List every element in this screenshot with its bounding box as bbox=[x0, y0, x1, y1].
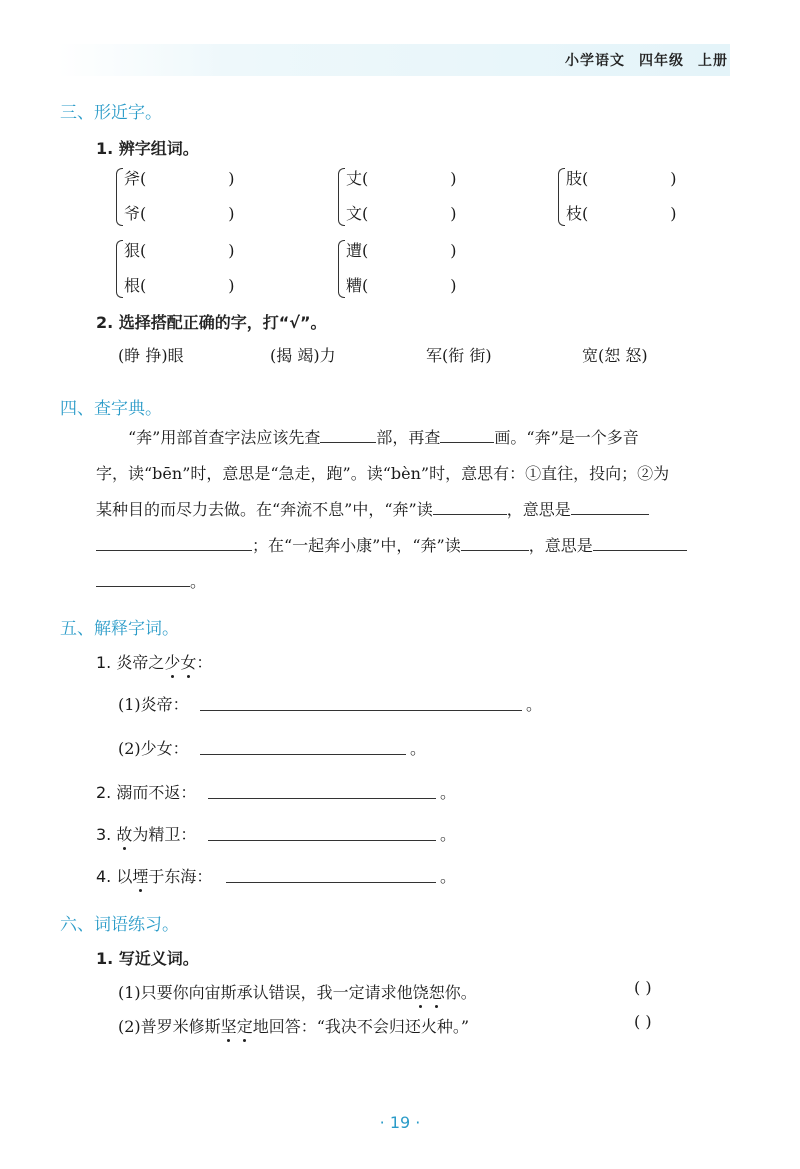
char-pair-item: 狠( ) bbox=[124, 241, 235, 260]
answer-line[interactable] bbox=[200, 710, 522, 711]
brace bbox=[338, 240, 345, 298]
choice-item[interactable]: (睁 挣)眼 bbox=[118, 346, 184, 365]
s5-sub-2: (2)少女： bbox=[118, 739, 189, 758]
synonym-item: (2)普罗米修斯坚定地回答：“我决不会归还火种。” bbox=[118, 1017, 470, 1036]
char-pair-item: 遭( ) bbox=[346, 241, 457, 260]
end-mark: 。 bbox=[440, 867, 457, 886]
s6-question-1: 1. 写近义词。 bbox=[96, 949, 199, 968]
char-pair-item: 肢( ) bbox=[566, 169, 677, 188]
s5-sub-1: (1)炎帝： bbox=[118, 695, 189, 714]
answer-blank[interactable] bbox=[96, 586, 190, 587]
end-mark: 。 bbox=[440, 783, 457, 802]
char-pair-item: 斧( ) bbox=[124, 169, 235, 188]
answer-blank[interactable] bbox=[320, 442, 376, 443]
answer-line[interactable] bbox=[208, 798, 436, 799]
choice-item[interactable]: 军(衔 街) bbox=[426, 346, 492, 365]
s3-question-1: 1. 辨字组词。 bbox=[96, 139, 199, 158]
answer-paren[interactable]: ( ) bbox=[634, 978, 652, 997]
s5-question-4: 4. 以堙于东海： bbox=[96, 867, 213, 886]
page-number: · 19 · bbox=[379, 1113, 421, 1132]
synonym-item: (1)只要你向宙斯承认错误，我一定请求他饶恕你。 bbox=[118, 983, 477, 1002]
char-pair-item: 丈( ) bbox=[346, 169, 457, 188]
char-pair-item: 枝( ) bbox=[566, 204, 677, 223]
section-6-title: 六、词语练习。 bbox=[60, 915, 179, 935]
choice-item[interactable]: (揭 竭)力 bbox=[270, 346, 336, 365]
s5-question-3: 3. 故为精卫： bbox=[96, 825, 197, 844]
answer-paren[interactable]: ( ) bbox=[634, 1012, 652, 1031]
answer-line[interactable] bbox=[200, 754, 406, 755]
brace bbox=[558, 168, 565, 226]
answer-line[interactable] bbox=[226, 882, 436, 883]
s3-question-2: 2. 选择搭配正确的字，打“√”。 bbox=[96, 313, 327, 332]
brace bbox=[116, 168, 123, 226]
char-pair-item: 文( ) bbox=[346, 204, 457, 223]
dictionary-paragraph: “奔”用部首查字法应该先查 部，再查 画。“奔”是一个多音 字，读“bēn”时，意思是“急走，跑”。读“bèn”时，意思有：①直往，投向；②为 某种目的而尽力去做。在“奔流不息”中，“奔”读 ，意思是 ；在“一起奔小康”中，“奔”读 ，意思是 。 bbox=[96, 420, 736, 600]
book-header bbox=[551, 50, 728, 70]
answer-blank[interactable] bbox=[433, 514, 507, 515]
s5-question-1: 1. 炎帝之少女： bbox=[96, 653, 213, 672]
choice-item[interactable]: 宽(恕 怒) bbox=[582, 346, 648, 365]
end-mark: 。 bbox=[410, 739, 427, 758]
subject: 小学语文 bbox=[565, 53, 625, 69]
char-pair-item: 糟( ) bbox=[346, 276, 457, 295]
answer-blank[interactable] bbox=[461, 550, 529, 551]
brace bbox=[338, 168, 345, 226]
section-4-title: 四、查字典。 bbox=[60, 399, 162, 419]
grade: 四年级 bbox=[639, 53, 684, 69]
answer-blank[interactable] bbox=[440, 442, 494, 443]
answer-line[interactable] bbox=[208, 840, 436, 841]
term: 上册 bbox=[698, 53, 728, 69]
answer-blank[interactable] bbox=[593, 550, 687, 551]
answer-blank[interactable] bbox=[571, 514, 649, 515]
end-mark: 。 bbox=[526, 695, 543, 714]
char-pair-item: 爷( ) bbox=[124, 204, 235, 223]
section-3-title: 三、形近字。 bbox=[60, 103, 162, 123]
answer-blank[interactable] bbox=[96, 550, 252, 551]
s5-question-2: 2. 溺而不返： bbox=[96, 783, 197, 802]
end-mark: 。 bbox=[440, 825, 457, 844]
char-pair-item: 根( ) bbox=[124, 276, 235, 295]
brace bbox=[116, 240, 123, 298]
section-5-title: 五、解释字词。 bbox=[60, 619, 179, 639]
